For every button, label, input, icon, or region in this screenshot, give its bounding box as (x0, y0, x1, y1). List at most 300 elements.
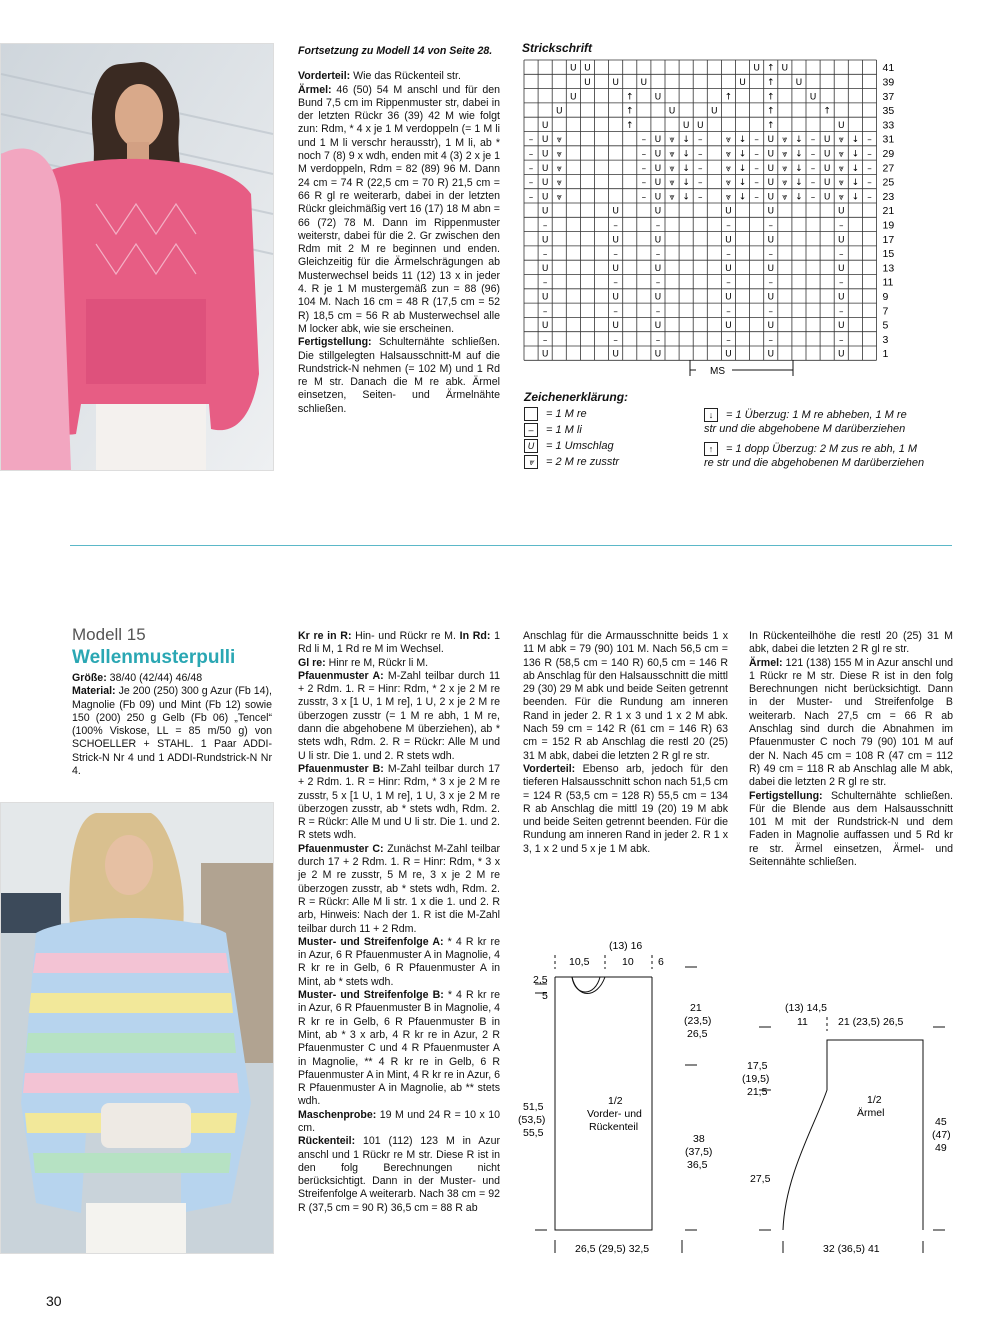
model-title: Wellenmusterpulli (72, 647, 236, 668)
chart-symbol: U (612, 263, 619, 274)
chart-row-number: 7 (882, 305, 889, 318)
sequence-b-paragraph: Muster- und Streifenfolge B: * 4 R kr re in Azur, 6 R Pfauenmuster B in Magnolie, 4 R kr re in Gelb, 6 R Pfauenmuster B in Mint, ab * 3 x arb, 4 R kr re in Azur, 2 R Pfauenmuster C und 4 R Pfauenmuster A in Magnolie, ** 4 R kr re in Gelb, 6 R Pfauenmuster A in Mint, 4 R kr re in Azur, 6 R Pfauenmuster A in Magnolie, ab ** stets wdh. (298, 989, 500, 1108)
chart-symbol: ⩔ (725, 178, 731, 189)
chart-symbol: U (767, 163, 775, 174)
chart-symbol: ↑ (625, 92, 634, 103)
chart-symbol: – (754, 192, 759, 203)
chart-symbol: – (655, 306, 661, 317)
chart-symbol: U (541, 292, 549, 303)
chart-symbol: U (837, 263, 845, 274)
chart-symbol: U (725, 292, 732, 303)
knitting-chart (522, 58, 902, 380)
chart-symbol: U (767, 321, 775, 332)
chart-symbol: U (767, 135, 775, 146)
sleeve-label-b: Ärmel (857, 1107, 885, 1119)
chart-symbol: U (654, 163, 662, 174)
front-paragraph: Vorderteil: Ebenso arb, jedoch für den tieferen Halsausschnitt schon nach 51,5 cm = 124 R (53,5 cm = 128 R) 55,5 cm = 134 R ab Anschlag die mittl 19 (20) 19 M abk und beide Seiten getrennt beenden. Für die Rundung am inneren Rand in jeder 2. R 1 x 3, 1 x 2 und 5 x je 1 M abk. (523, 762, 728, 855)
chart-symbol: U (654, 263, 662, 274)
sleeve-total-a: 45 (935, 1116, 947, 1128)
body-width: 26,5 (29,5) 32,5 (575, 1243, 650, 1255)
schematic-sleeve (742, 995, 960, 1260)
chart-symbol: – (613, 221, 618, 232)
chart-symbol: U (725, 206, 732, 217)
sleeve-outline (783, 1040, 923, 1230)
chart-symbol: U (584, 63, 591, 74)
striped-sweater-illustration (1, 803, 273, 1253)
chart-symbol: U (809, 92, 817, 103)
body-total-a: 51,5 (523, 1101, 544, 1113)
legend-item-sk2p: ↑ = 1 dopp Überzug: 2 M zus re abh, 1 M (704, 442, 924, 456)
chart-symbol: – (613, 249, 618, 260)
chart-symbol: ⩔ (669, 135, 675, 146)
chart-symbol: – (810, 192, 816, 203)
chart-symbol: ⩔ (725, 149, 731, 160)
chart-row-number: 15 (882, 248, 895, 261)
chart-symbol: ↓ (795, 135, 803, 146)
chart-row-number: 5 (882, 319, 889, 332)
sleeve-cap-c: 21,5 (747, 1086, 768, 1098)
chart-symbol: U (837, 120, 845, 131)
chart-symbol: U (823, 192, 831, 203)
chart-symbol: ⩔ (725, 163, 731, 174)
page-number: 30 (46, 1293, 62, 1309)
chart-symbol: U (654, 192, 662, 203)
chart-symbol: U (541, 178, 549, 189)
pattern-b-paragraph: Pfauenmuster B: M-Zahl teilbar durch 17 + 2 Rdm. 1. R = Hinr: Rdm, * 3 x je 2 M re zusstr, 5 x [1 U, 1 M re], 1 U, 3 x je 2 M re überzogen zusstr, ab * stets wdh, Rdm. 2. R = Rückr: Alle M und U li str. Die 1. und 2. R stets wdh. (298, 762, 501, 842)
chart-symbol: ↓ (795, 178, 803, 189)
kr-re-paragraph: Kr re in R: Hin- und Rückr re M. In Rd: 1 Rd li M, 1 Rd re M im Wechsel. (298, 630, 500, 656)
chart-symbol: ↓ (851, 163, 860, 174)
body-armhole-b: (23,5) (684, 1015, 712, 1027)
chart-symbol: ⩔ (669, 192, 675, 203)
chart-symbol: – (542, 221, 548, 232)
chart-symbol: – (528, 178, 534, 189)
pink-sweater-illustration (1, 44, 273, 470)
chart-row-number: 27 (882, 162, 895, 175)
back-paragraph: Rückenteil: 101 (112) 123 M in Azur anschl und 1 Rückr re M str. Diese R ist in den folg Berechnungen nicht berücksichtigt. Dann in der Muster- und Streifenfolge A weiterarb. Nach 38 cm = 92 R (37,5 cm = 90 R) 36,5 cm = 88 R ab (298, 1135, 500, 1214)
chart-row-number: 19 (882, 219, 895, 232)
chart-symbol: – (726, 249, 731, 260)
chart-symbol: U (725, 349, 732, 360)
continuation-note: Fortsetzung zu Modell 14 von Seite 28. (298, 45, 493, 57)
chart-symbol: U (837, 206, 845, 217)
chart-symbol: ⩔ (782, 163, 788, 174)
sleeve-total-b: (47) (932, 1129, 951, 1141)
chart-symbol: ⩔ (782, 192, 788, 203)
chart-symbol: U (767, 349, 775, 360)
chart-symbol: U (640, 78, 648, 89)
chart-symbol: U (767, 192, 775, 203)
model-number: Modell 15 (72, 625, 146, 644)
chart-symbol: ⩔ (782, 178, 788, 189)
chart-symbol: – (613, 306, 618, 317)
chart-symbol: – (726, 221, 731, 232)
finishing-paragraph: Fertigstellung: Schulternähte schließen. Für die Blende aus dem Halsausschnitt 101 M mit der Rundstrick-N und dem Faden in Magnolie auffassen und 5 Rd kr re str. Ärmel einsetzen, Ärmel- und Seitennähte schließen. (749, 789, 953, 869)
arrow-down-icon: ↓ (704, 408, 718, 422)
chart-symbol: U (654, 235, 662, 246)
chart-symbol: ↓ (795, 192, 803, 203)
chart-symbol: ⩔ (556, 163, 562, 174)
yarnover-icon: U (524, 439, 538, 453)
chart-symbol: – (655, 335, 661, 346)
chart-symbol: U (541, 235, 549, 246)
chart-symbol: ↓ (851, 178, 860, 189)
chart-symbol: ↑ (766, 63, 775, 74)
chart-symbol: U (612, 292, 619, 303)
legend-left (524, 407, 619, 471)
chart-symbol: – (839, 335, 844, 346)
chart-symbol: – (768, 221, 773, 232)
chart-symbol: U (570, 63, 577, 74)
chart-symbol: ⩔ (556, 192, 562, 203)
chart-row-number: 23 (882, 190, 895, 203)
body-total-b: (53,5) (518, 1114, 546, 1126)
chart-symbol: – (726, 335, 731, 346)
body-total-c: 55,5 (523, 1127, 544, 1139)
chart-symbol: U (767, 178, 775, 189)
chart-symbol: ⩔ (725, 192, 731, 203)
sleeve-total-c: 49 (935, 1142, 947, 1154)
chart-symbol: – (867, 178, 872, 189)
chart-symbol: U (555, 106, 563, 117)
chart-row-number: 9 (882, 290, 889, 303)
chart-symbol: U (781, 63, 789, 74)
top-text-column (298, 45, 500, 416)
chart-symbol: U (696, 120, 704, 131)
chart-row-numbers (883, 62, 895, 360)
chart-symbol: – (542, 306, 548, 317)
body-neck-depth-a: 2,5 (533, 974, 548, 986)
sleeve-paragraph: Ärmel: 121 (138) 155 M in Azur anschl und 1 Rückr re M str. Diese R ist in den folg Berechnungen nicht berücksichtigt. Dann in der Muster- und Streifenfolge B weiterarb. Nach 27,5 cm = 66 R ab Anschlag sind durch die Abnahmen im Pfauenmuster C noch 79 (90) 101 M auf der N. Nach 45 cm = 108 R (47 cm = 112 R) 49 cm = 118 R ab Anschlag alle M abk, dabei die letzten 2 R gl re str. (749, 656, 953, 789)
chart-symbol: U (541, 120, 549, 131)
chart-symbol: ↓ (738, 149, 747, 160)
shoulder-paragraph: In Rückenteilhöhe die restl 20 (25) 31 M abk, dabei die letzten 2 R gl re str. (749, 630, 953, 656)
chart-symbol: ⩔ (725, 135, 731, 146)
chart-symbol: ⩔ (669, 163, 675, 174)
chart-symbol: ⩔ (556, 178, 562, 189)
chart-symbol: ↑ (823, 106, 831, 117)
chart-symbol: – (528, 149, 534, 160)
chart-row-number: 3 (882, 333, 889, 346)
sleeve-top-b: 11 (797, 1016, 808, 1028)
dash-icon: – (524, 423, 538, 437)
chart-symbol: U (541, 149, 549, 160)
model-col3 (523, 630, 728, 856)
pattern-c-paragraph: Pfauenmuster C: Zunächst M-Zahl teilbar durch 17 + 2 Rdm. 1. R = Hinr: Rdm, * 3 x je 2 M re zusstr, 5 M re, 3 x je 2 M re überzogen zusstr, ab * stets wdh, Rdm. 2. R = Rückr: Alle M li str. 1 x die 1. und 2. R arb, Hinweis: Nach der 1. R ist die M-Zahl teilbar durch 11 + 2 Rdm. (298, 842, 500, 935)
material-paragraph: Material: Je 200 (250) 300 g Azur (Fb 14), Magnolie (Fb 09) und Mint (Fb 12) sowie 150 (200) 250 g Gelb (Fb 06) „Tencel“ (100% Viskose, LL = 85 m/50 g) von SCHOELLER + STAHL. 1 Paar ADDI-Strick-N Nr 4 und 1 ADDI-Rundstrick-N Nr 4. (72, 685, 272, 778)
photo-pink-sweater (0, 43, 274, 471)
chart-symbol: ↑ (625, 106, 634, 117)
chart-symbol: – (726, 306, 731, 317)
chart-symbol: U (767, 235, 775, 246)
chart-symbol: – (613, 335, 618, 346)
chart-symbol: – (528, 135, 534, 146)
body-left-shoulder: 10,5 (569, 956, 590, 968)
chart-symbol: U (654, 349, 662, 360)
body-side-a: 38 (693, 1133, 705, 1145)
chart-symbol: ⩔ (556, 135, 562, 146)
chart-symbol: U (823, 135, 831, 146)
chart-row-number: 21 (882, 205, 895, 218)
chart-symbol: – (613, 278, 618, 289)
chart-symbol: – (698, 163, 703, 174)
chart-symbol: U (541, 192, 549, 203)
chart-symbol: – (867, 149, 872, 160)
body-side-c: 36,5 (687, 1159, 708, 1171)
chart-symbol: U (654, 292, 662, 303)
sleeve-cap-a: 17,5 (747, 1060, 768, 1072)
chart-symbol: U (541, 321, 549, 332)
body-label-c: Rückenteil (589, 1121, 639, 1133)
chart-symbol: – (542, 335, 548, 346)
chart-symbol: U (767, 149, 775, 160)
chart-symbol: U (725, 321, 732, 332)
chart-symbol: U (823, 163, 831, 174)
chart-symbol: U (654, 178, 662, 189)
chart-symbol: – (839, 306, 844, 317)
arrow-up-icon: ↑ (704, 442, 718, 456)
chart-symbol: ↓ (738, 178, 747, 189)
chart-symbol: – (754, 135, 759, 146)
body-armhole-a: 21 (690, 1002, 702, 1014)
chart-symbol: ↓ (682, 149, 690, 160)
k2tog-icon: ⩔ (524, 455, 538, 469)
sleeve-top-a: (13) 14,5 (785, 1002, 828, 1014)
legend-title: Zeichenerklärung: (524, 390, 629, 404)
chart-symbol: ⩔ (838, 149, 844, 160)
chart-symbol: U (753, 63, 760, 74)
legend-item-yarnover: U = 1 Umschlag (524, 439, 619, 455)
chart-symbol: U (612, 206, 619, 217)
chart-symbol: ↑ (625, 120, 634, 131)
chart-symbol: U (837, 292, 845, 303)
chart-symbol: ⩔ (782, 149, 788, 160)
chart-symbol: U (654, 135, 662, 146)
size-paragraph: Größe: 38/40 (42/44) 46/48 (72, 672, 203, 684)
chart-symbol: – (542, 249, 548, 260)
chart-symbol: – (754, 163, 759, 174)
chart-symbol: – (754, 178, 759, 189)
chart-symbol: U (612, 78, 619, 89)
legend-item-purl: – = 1 M li (524, 423, 619, 439)
paragraph-aermel: Ärmel: 46 (50) 54 M anschl und für den Bund 7,5 cm im Rippenmuster str, dabei in der letzten Rückr 36 (39) 42 M wie folgt zun: Rdm, * 4 x je 1 M verdoppeln (= 1 M li und 1 M li verschr herausstr), 1 M li, ab * noch 7 (8) 9 x wdh, enden mit 4 (3) 2 x je 1 M verdoppeln, Rdm = 82 (89) 96 M. Dann 24 cm = 74 R (22,5 cm = 70 R) 21,5 cm = 66 R gl re weiterarb, dabei in der letzten Rückr gleichmäßig vert 16 (17) 18 M abn = 66 (72) 78 M. Dann im Rippenmuster weiterstr, dabei für die 2. Gr zwischen den Rdm mit 2 M re beginnen und enden. Gleichzeitig für die Ärmelschrägungen ab Musterwechsel beids 11 (12) 13 x in jeder 4. R je 1 M mustergemäß zun = 88 (96) 104 M. Nach 16 cm = 48 R (17,5 cm = 52 R) 18,5 cm = 56 R ab Musterwechsel alle M locker abk, wie sie erscheinen. (298, 83, 500, 335)
chart-symbol: – (726, 278, 731, 289)
chart-row-number: 33 (882, 119, 895, 132)
chart-symbol: ↓ (795, 149, 803, 160)
armhole-paragraph: Anschlag für die Armausschnitte beids 1 x 11 M abk = 79 (90) 101 M. Nach 56,5 cm = 136 R (58,5 cm = 140 R) 60,5 cm = 146 R ab Anschlag für den Halsausschnitt die mittl 29 (30) 29 M abk und beide Seiten getrennt beenden. Für die Rundung am inneren Rand in jeder 2. R 1 x 3 und 1 x 2 M abk. Nach 59 cm = 142 R (61 cm = 146 R) 63 cm = 152 R ab Anschlag die restl 20 (25) 31 M abk, dabei die letzten 2 R gl re str. (523, 630, 728, 762)
chart-symbol: U (795, 78, 803, 89)
chart-symbol: ↓ (851, 149, 860, 160)
chart-row-number: 31 (882, 133, 895, 146)
sleeve-lower: 27,5 (750, 1173, 771, 1185)
chart-row-number: 13 (882, 262, 895, 275)
body-neck-depth-b: 5 (542, 990, 548, 1002)
chart-symbol: – (641, 149, 647, 160)
chart-symbol: ↑ (766, 78, 775, 89)
chart-symbol: – (528, 192, 534, 203)
chart-symbol: – (641, 135, 647, 146)
chart-symbol: – (768, 278, 773, 289)
chart-symbol: ↑ (766, 106, 775, 117)
chart-symbol: ↓ (851, 192, 860, 203)
chart-title: Strickschrift (522, 41, 593, 55)
chart-symbol: – (698, 192, 703, 203)
chart-symbol: ↓ (682, 192, 690, 203)
chart-symbol: U (584, 78, 591, 89)
body-label-b: Vorder- und (587, 1108, 642, 1120)
chart-symbol: U (767, 263, 775, 274)
chart-symbol: – (641, 192, 647, 203)
chart-symbol: U (654, 149, 662, 160)
model-col1 (72, 672, 272, 778)
chart-row-number: 29 (882, 147, 895, 160)
chart-row-number: 37 (882, 90, 895, 103)
chart-symbol: U (654, 321, 662, 332)
sleeve-top-right: 21 (23,5) 26,5 (838, 1016, 904, 1028)
body-neck-width: 10 (622, 956, 634, 968)
chart-symbol: U (837, 321, 845, 332)
chart-symbol: U (711, 106, 718, 117)
chart-symbol: – (698, 149, 703, 160)
chart-symbol: – (810, 163, 816, 174)
paragraph-fertigstellung: Fertigstellung: Schulternähte schließen. Die stillgelegten Halsausschnitt-M auf die Rundstrick-N nehmen (= 102 M) und 1 Rd re M str. Danach die M re abk. Ärmel einsetzen, Seiten- und Ärmelnähte schließen. (298, 336, 500, 415)
chart-row-number: 17 (882, 233, 895, 246)
gauge-paragraph: Maschenprobe: 19 M und 24 R = 10 x 10 cm. (298, 1108, 500, 1134)
chart-symbol: – (839, 278, 844, 289)
body-armhole-c: 26,5 (687, 1028, 708, 1040)
section-divider (70, 545, 952, 546)
chart-row-number: 41 (882, 62, 895, 75)
chart-symbol: – (768, 335, 773, 346)
chart-row-number: 39 (882, 76, 895, 89)
chart-symbol: ⩔ (556, 149, 562, 160)
chart-symbol: ⩔ (669, 178, 675, 189)
chart-symbol: – (867, 135, 872, 146)
sleeve-label-a: 1/2 (867, 1094, 882, 1106)
chart-symbol: ↓ (738, 192, 747, 203)
chart-symbol: ↓ (795, 163, 803, 174)
model-col2 (298, 630, 500, 1215)
ms-label: MS (710, 366, 725, 377)
chart-symbol: ↓ (682, 163, 690, 174)
chart-symbol: U (682, 120, 690, 131)
chart-symbol: – (839, 249, 844, 260)
chart-symbol: U (767, 206, 775, 217)
legend-item-knit: = 1 M re (524, 407, 619, 423)
chart-symbol: – (867, 192, 872, 203)
chart-symbol: – (655, 221, 661, 232)
chart-symbol: ⩔ (838, 192, 844, 203)
chart-symbol: – (754, 149, 759, 160)
legend-right: ↓ = 1 Überzug: 1 M re abheben, 1 M re str und die abgehobene M darüberziehen ↑ = 1 dopp Überzug: 2 M zus re abh, 1 M re str und die abgehobenen M darüberziehen (704, 409, 925, 470)
body-outline (555, 977, 652, 1230)
chart-symbol: U (725, 263, 732, 274)
photo-striped-sweater (0, 802, 274, 1254)
chart-symbol: U (668, 106, 676, 117)
chart-row-number: 35 (882, 105, 895, 118)
chart-symbol: ⩔ (669, 149, 675, 160)
chart-symbol: U (570, 92, 577, 103)
chart-symbol: U (654, 92, 662, 103)
chart-symbol: – (768, 306, 773, 317)
body-label-a: 1/2 (608, 1095, 623, 1107)
chart-symbol: ↑ (766, 120, 775, 131)
chart-symbol: ↓ (851, 135, 860, 146)
model-col4 (749, 630, 953, 869)
chart-symbol: – (698, 135, 703, 146)
chart-symbol: U (767, 292, 775, 303)
chart-symbol: ⩔ (838, 163, 844, 174)
chart-symbol: ↓ (738, 163, 747, 174)
chart-symbol: U (612, 321, 619, 332)
chart-symbol: – (655, 249, 661, 260)
chart-symbol: ↑ (766, 92, 775, 103)
chart-symbol: U (739, 78, 746, 89)
body-neck-top: (13) 16 (609, 940, 643, 952)
legend-item-k2tog: ⩔ = 2 M re zusstr (524, 455, 619, 471)
chart-symbol: – (641, 163, 647, 174)
chart-symbol: U (541, 206, 549, 217)
chart-symbol: ↓ (682, 178, 690, 189)
chart-symbol: ⩔ (838, 135, 844, 146)
gl-re-paragraph: Gl re: Hinr re M, Rückr li M. (298, 656, 429, 669)
pattern-a-paragraph: Pfauenmuster A: M-Zahl teilbar durch 11 + 2 Rdm. 1. R = Hinr: Rdm, * 2 x je 2 M re zusstr, 3 x [1 U, 1 M re], 1 U, 2 x je 2 M re überzogen zusstr (= 1 M re abh, 1 M re, dann die abgehobene M überziehen), ab * stets wdh, Rdm. 2. R = Rückr: Alle M und U li str. Die 1. und 2. R stets wdh. (298, 669, 500, 762)
chart-symbol: – (810, 178, 816, 189)
body-side-b: (37,5) (685, 1146, 713, 1158)
schematic-body (515, 935, 735, 1260)
chart-symbol: – (698, 178, 703, 189)
chart-symbol: U (541, 349, 549, 360)
sequence-a-paragraph: Muster- und Streifenfolge A: * 4 R kr re in Azur, 6 R Pfauenmuster A in Magnolie, 4 R kr re in Gelb, 6 R Pfauenmuster A in Mint, ab * stets wdh. (298, 935, 500, 988)
chart-symbol: ⩔ (838, 178, 844, 189)
body-right-shoulder: 6 (658, 956, 664, 968)
sleeve-width: 32 (36,5) 41 (823, 1243, 880, 1255)
chart-symbol: U (654, 206, 662, 217)
chart-symbol: ↓ (738, 135, 747, 146)
chart-symbol: ⩔ (782, 135, 788, 146)
chart-symbol: U (837, 349, 845, 360)
chart-symbol: U (823, 149, 831, 160)
chart-symbol: – (867, 163, 872, 174)
chart-symbol: – (542, 278, 548, 289)
sleeve-cap-b: (19,5) (742, 1073, 770, 1085)
chart-symbol: U (541, 263, 549, 274)
chart-symbol: U (541, 135, 549, 146)
empty-square-icon (524, 407, 538, 421)
chart-symbol: – (839, 221, 844, 232)
paragraph-vorderteil: Vorderteil: Wie das Rückenteil str. (298, 70, 461, 83)
chart-grid (524, 60, 877, 360)
chart-symbol: U (612, 349, 619, 360)
chart-row-number: 1 (882, 348, 889, 361)
chart-row-number: 25 (882, 176, 895, 189)
chart-symbol: ↑ (724, 92, 733, 103)
chart-symbol: – (810, 149, 816, 160)
chart-symbol: U (725, 235, 732, 246)
chart-symbol: – (641, 178, 647, 189)
chart-symbol: – (528, 163, 534, 174)
chart-row-number: 11 (882, 276, 894, 289)
chart-symbol: U (837, 235, 845, 246)
legend-item-ssk: ↓ = 1 Überzug: 1 M re abheben, 1 M re (704, 408, 924, 422)
chart-symbol: ↓ (682, 135, 690, 146)
chart-symbol: U (612, 235, 619, 246)
chart-symbol: – (810, 135, 816, 146)
chart-symbol: U (541, 163, 549, 174)
chart-symbol: – (768, 249, 773, 260)
chart-symbol: – (655, 278, 661, 289)
chart-symbol: U (823, 178, 831, 189)
